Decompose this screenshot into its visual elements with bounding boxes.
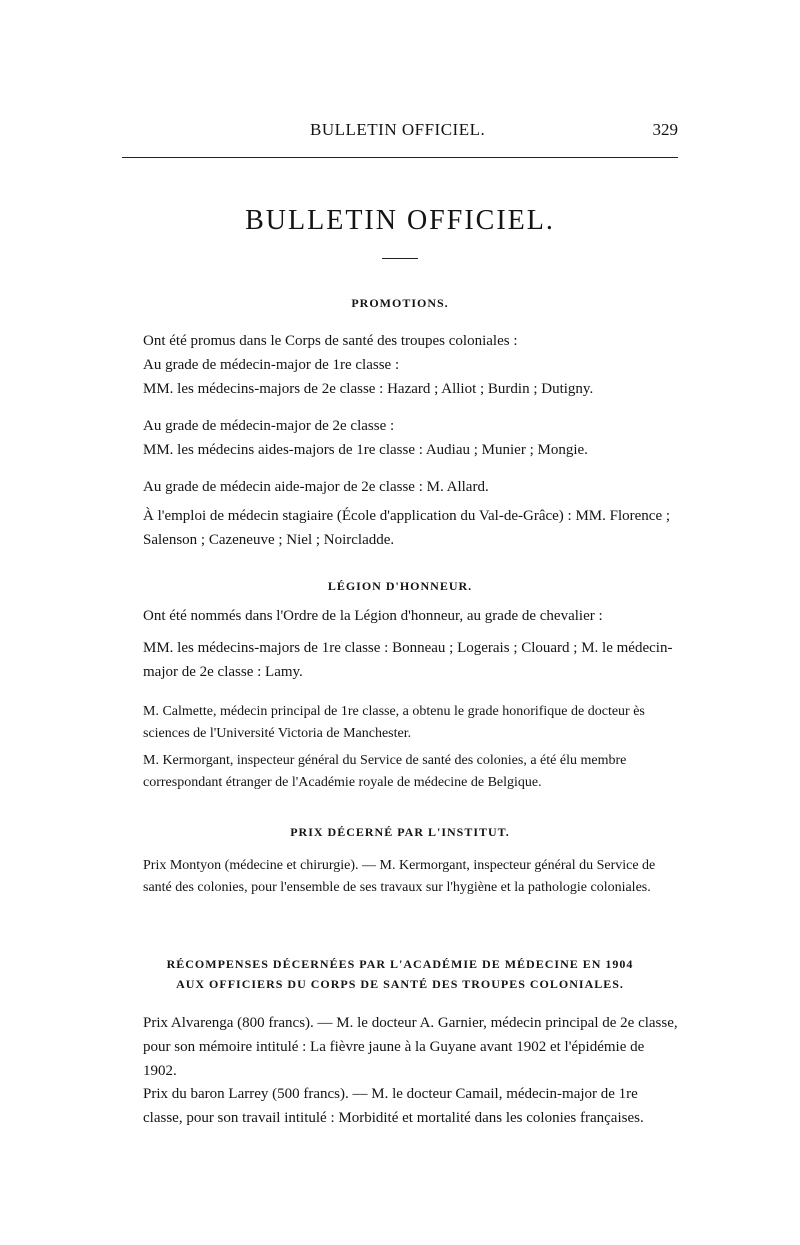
promotions-grade1: Au grade de médecin-major de 1re classe : [143, 357, 400, 373]
title-rule [382, 258, 418, 259]
section-heading-prix-institut: PRIX DÉCERNÉ PAR L'INSTITUT. [290, 825, 510, 839]
section-heading-legion: LÉGION D'HONNEUR. [327, 579, 473, 593]
promotions-grade3: Au grade de médecin aide-major de 2e classe : M. Allard. [143, 479, 489, 495]
header-rule [122, 157, 678, 158]
running-title: BULLETIN OFFICIEL. [310, 120, 486, 139]
section-heading-recompenses-line2: AUX OFFICIERS DU CORPS DE SANTÉ DES TROUPES COLONIALES. [176, 977, 624, 991]
section-heading-promotions: PROMOTIONS. [351, 296, 449, 310]
promotions-grade2-list: MM. les médecins aides-majors de 1re classe : Audiau ; Munier ; Mongie. [143, 442, 588, 458]
legion-list: MM. les médecins-majors de 1re classe : Bonneau ; Logerais ; Clouard ; M. le médecin-major de 2e classe : Lamy. [143, 640, 673, 680]
promotions-grade2: Au grade de médecin-major de 2e classe : [143, 418, 395, 434]
running-head [122, 120, 678, 146]
promotions-intro: Ont été promus dans le Corps de santé des troupes coloniales : [143, 333, 518, 349]
recompense-alvarenga: Prix Alvarenga (800 francs). — M. le docteur A. Garnier, médecin principal de 2e classe, pour son mémoire intitulé : La fièvre jaune à la Guyane avant 1902 et l'épidémie de 1902. [143, 1015, 678, 1079]
promotions-stagiaire: À l'emploi de médecin stagiaire (École d'application du Val-de-Grâce) : MM. Florence ; Salenson ; Cazeneuve ; Niel ; Noircladde. [143, 508, 671, 548]
recompense-larrey: Prix du baron Larrey (500 francs). — M. le docteur Camail, médecin-major de 1re classe, pour son travail intitulé : Morbidité et mortalité dans les colonies françaises. [143, 1086, 644, 1126]
legion-intro: Ont été nommés dans l'Ordre de la Légion d'honneur, au grade de chevalier : [143, 608, 603, 624]
legion-calmette: M. Calmette, médecin principal de 1re classe, a obtenu le grade honorifique de docteur ès sciences de l'Université Victoria de Manchester. [143, 704, 645, 741]
prix-institut-text: Prix Montyon (médecine et chirurgie). — M. Kermorgant, inspecteur général du Service de santé des colonies, pour l'ensemble de ses travaux sur l'hygiène et la pathologie coloniales. [143, 858, 656, 895]
legion-kermorgant: M. Kermorgant, inspecteur général du Service de santé des colonies, a été élu membre correspondant étranger de l'Académie royale de médecine de Belgique. [143, 753, 627, 790]
promotions-grade1-list: MM. les médecins-majors de 2e classe : Hazard ; Alliot ; Burdin ; Dutigny. [143, 381, 594, 397]
section-heading-recompenses-line1: RÉCOMPENSES DÉCERNÉES PAR L'ACADÉMIE DE MÉDECINE EN 1904 [166, 957, 634, 971]
page-number: 329 [652, 120, 678, 139]
page-title: BULLETIN OFFICIEL. [245, 205, 555, 236]
